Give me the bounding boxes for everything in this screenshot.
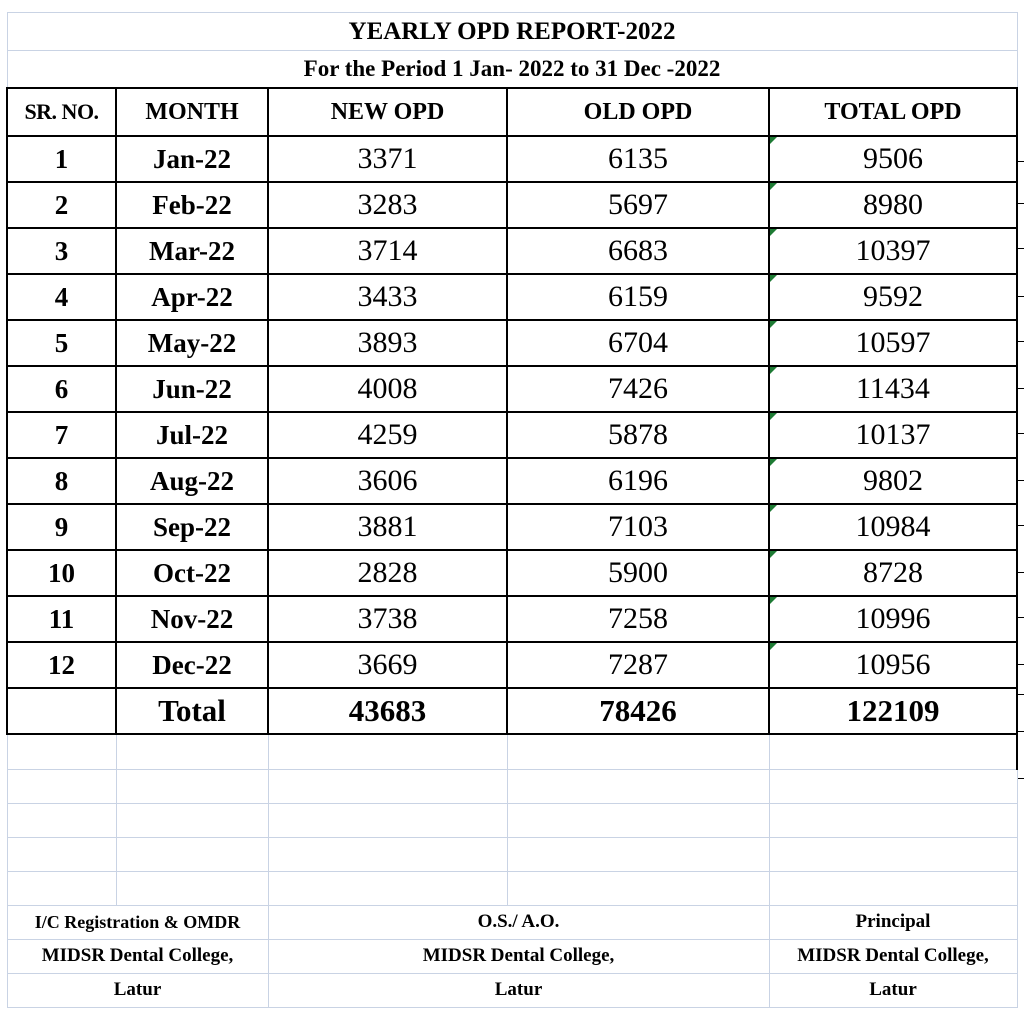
header-old-opd: OLD OPD <box>507 88 769 136</box>
blank-cell[interactable] <box>769 837 1017 871</box>
header-month: MONTH <box>116 88 268 136</box>
blank-cell[interactable] <box>7 871 116 905</box>
signature-row <box>7 905 1017 939</box>
blank-cell[interactable] <box>507 803 769 837</box>
table-row <box>7 458 1017 504</box>
table-row <box>7 504 1017 550</box>
blank-cell[interactable] <box>507 871 769 905</box>
blank-row <box>7 871 1017 905</box>
signature-middle-college: MIDSR Dental College, <box>268 939 769 973</box>
table-row <box>7 550 1017 596</box>
cell-total-opd[interactable]: 9506 <box>769 136 1017 182</box>
blank-row <box>7 769 1017 803</box>
cell-month[interactable]: Jan-22 <box>116 136 268 182</box>
cell-month[interactable]: Dec-22 <box>116 642 268 688</box>
signature-right-title: Principal <box>769 905 1017 939</box>
column-edge-tick <box>1018 572 1024 573</box>
signature-left-city: Latur <box>7 973 268 1007</box>
cell-sr-no[interactable]: 7 <box>7 412 116 458</box>
cell-total-opd[interactable]: 8980 <box>769 182 1017 228</box>
column-edge-tick <box>1018 341 1024 342</box>
cell-month[interactable]: Oct-22 <box>116 550 268 596</box>
blank-cell[interactable] <box>507 769 769 803</box>
cell-empty[interactable] <box>7 688 116 734</box>
cell-sr-no[interactable]: 5 <box>7 320 116 366</box>
cell-month[interactable]: Aug-22 <box>116 458 268 504</box>
column-edge-tick <box>1018 480 1024 481</box>
cell-old-opd[interactable]: 7426 <box>507 366 769 412</box>
blank-row <box>7 734 1017 769</box>
cell-new-opd[interactable]: 3606 <box>268 458 507 504</box>
blank-cell[interactable] <box>268 734 507 769</box>
header-new-opd: NEW OPD <box>268 88 507 136</box>
cell-new-opd[interactable]: 4259 <box>268 412 507 458</box>
cell-new-opd[interactable]: 3714 <box>268 228 507 274</box>
column-edge-tick <box>1018 731 1024 732</box>
column-edge-tick <box>1018 161 1024 162</box>
cell-new-opd[interactable]: 3881 <box>268 504 507 550</box>
totals-new-opd[interactable]: 43683 <box>268 688 507 734</box>
cell-old-opd[interactable]: 6196 <box>507 458 769 504</box>
blank-cell[interactable] <box>116 837 268 871</box>
signature-right-college: MIDSR Dental College, <box>769 939 1017 973</box>
cell-sr-no[interactable]: 3 <box>7 228 116 274</box>
cell-total-opd[interactable]: 10137 <box>769 412 1017 458</box>
column-edge-tick <box>1018 203 1024 204</box>
cell-sr-no[interactable]: 10 <box>7 550 116 596</box>
cell-new-opd[interactable]: 3433 <box>268 274 507 320</box>
column-edge-tick <box>1018 388 1024 389</box>
cell-sr-no[interactable]: 11 <box>7 596 116 642</box>
cell-new-opd[interactable]: 3738 <box>268 596 507 642</box>
cell-total-opd[interactable]: 11434 <box>769 366 1017 412</box>
column-edge-tick <box>1018 248 1024 249</box>
blank-cell[interactable] <box>116 803 268 837</box>
blank-cell[interactable] <box>268 769 507 803</box>
cell-total-opd[interactable]: 8728 <box>769 550 1017 596</box>
cell-total-opd[interactable]: 9592 <box>769 274 1017 320</box>
column-edge-tick <box>1018 296 1024 297</box>
cell-month[interactable]: Jul-22 <box>116 412 268 458</box>
signature-row <box>7 973 1017 1007</box>
report-subtitle: For the Period 1 Jan- 2022 to 31 Dec -2022 <box>7 51 1017 89</box>
blank-cell[interactable] <box>769 803 1017 837</box>
column-edge-tick <box>1018 525 1024 526</box>
signature-left-title: I/C Registration & OMDR <box>7 905 268 939</box>
blank-cell[interactable] <box>7 769 116 803</box>
header-sr-no: SR. NO. <box>7 88 116 136</box>
signature-middle-city: Latur <box>268 973 769 1007</box>
table-row <box>7 412 1017 458</box>
cell-old-opd[interactable]: 7287 <box>507 642 769 688</box>
cell-total-opd[interactable]: 10996 <box>769 596 1017 642</box>
blank-cell[interactable] <box>7 734 116 769</box>
totals-label[interactable]: Total <box>116 688 268 734</box>
header-row <box>7 88 1017 136</box>
blank-cell[interactable] <box>769 769 1017 803</box>
cell-total-opd[interactable]: 10956 <box>769 642 1017 688</box>
table-row <box>7 136 1017 182</box>
totals-total-opd[interactable]: 122109 <box>769 688 1017 734</box>
blank-cell[interactable] <box>769 871 1017 905</box>
column-edge-tick <box>1018 778 1024 779</box>
table-row <box>7 274 1017 320</box>
cell-old-opd[interactable]: 5900 <box>507 550 769 596</box>
cell-old-opd[interactable]: 6159 <box>507 274 769 320</box>
blank-row <box>7 803 1017 837</box>
blank-cell[interactable] <box>268 803 507 837</box>
cell-month[interactable]: May-22 <box>116 320 268 366</box>
table-row <box>7 366 1017 412</box>
cell-sr-no[interactable]: 9 <box>7 504 116 550</box>
table-row <box>7 642 1017 688</box>
column-edge-tick <box>1018 694 1024 695</box>
signature-right-city: Latur <box>769 973 1017 1007</box>
cell-new-opd[interactable]: 3669 <box>268 642 507 688</box>
cell-month[interactable]: Feb-22 <box>116 182 268 228</box>
opd-report-table <box>6 12 1018 1008</box>
cell-total-opd[interactable]: 10597 <box>769 320 1017 366</box>
cell-new-opd[interactable]: 3283 <box>268 182 507 228</box>
column-edge-tick <box>1018 433 1024 434</box>
blank-cell[interactable] <box>7 837 116 871</box>
blank-cell[interactable] <box>116 871 268 905</box>
blank-cell[interactable] <box>116 769 268 803</box>
signature-middle-title: O.S./ A.O. <box>268 905 769 939</box>
cell-old-opd[interactable]: 6704 <box>507 320 769 366</box>
column-edge-tick <box>1018 617 1024 618</box>
cell-sr-no[interactable]: 6 <box>7 366 116 412</box>
blank-cell[interactable] <box>769 734 1017 769</box>
blank-cell[interactable] <box>116 734 268 769</box>
cell-old-opd[interactable]: 5697 <box>507 182 769 228</box>
report-title: YEARLY OPD REPORT-2022 <box>7 13 1017 51</box>
blank-cell[interactable] <box>7 803 116 837</box>
table-row <box>7 228 1017 274</box>
cell-month[interactable]: Nov-22 <box>116 596 268 642</box>
cell-old-opd[interactable]: 7103 <box>507 504 769 550</box>
cell-new-opd[interactable]: 2828 <box>268 550 507 596</box>
cell-sr-no[interactable]: 4 <box>7 274 116 320</box>
cell-old-opd[interactable]: 5878 <box>507 412 769 458</box>
blank-cell[interactable] <box>268 871 507 905</box>
cell-total-opd[interactable]: 10397 <box>769 228 1017 274</box>
cell-new-opd[interactable]: 3893 <box>268 320 507 366</box>
table-row <box>7 182 1017 228</box>
table-row <box>7 320 1017 366</box>
cell-total-opd[interactable]: 9802 <box>769 458 1017 504</box>
blank-cell[interactable] <box>507 734 769 769</box>
header-total-opd: TOTAL OPD <box>769 88 1017 136</box>
totals-row <box>7 688 1017 734</box>
cell-old-opd[interactable]: 6683 <box>507 228 769 274</box>
cell-month[interactable]: Apr-22 <box>116 274 268 320</box>
cell-sr-no[interactable]: 2 <box>7 182 116 228</box>
cell-new-opd[interactable]: 4008 <box>268 366 507 412</box>
column-edge-tick <box>1018 664 1024 665</box>
cell-total-opd[interactable]: 10984 <box>769 504 1017 550</box>
totals-old-opd[interactable]: 78426 <box>507 688 769 734</box>
cell-old-opd[interactable]: 7258 <box>507 596 769 642</box>
cell-sr-no[interactable]: 1 <box>7 136 116 182</box>
blank-row <box>7 837 1017 871</box>
signature-left-college: MIDSR Dental College, <box>7 939 268 973</box>
cell-sr-no[interactable]: 8 <box>7 458 116 504</box>
cell-new-opd[interactable]: 3371 <box>268 136 507 182</box>
cell-month[interactable]: Sep-22 <box>116 504 268 550</box>
cell-sr-no[interactable]: 12 <box>7 642 116 688</box>
signature-row <box>7 939 1017 973</box>
blank-cell[interactable] <box>268 837 507 871</box>
table-row <box>7 596 1017 642</box>
cell-month[interactable]: Jun-22 <box>116 366 268 412</box>
blank-cell[interactable] <box>507 837 769 871</box>
cell-month[interactable]: Mar-22 <box>116 228 268 274</box>
cell-old-opd[interactable]: 6135 <box>507 136 769 182</box>
